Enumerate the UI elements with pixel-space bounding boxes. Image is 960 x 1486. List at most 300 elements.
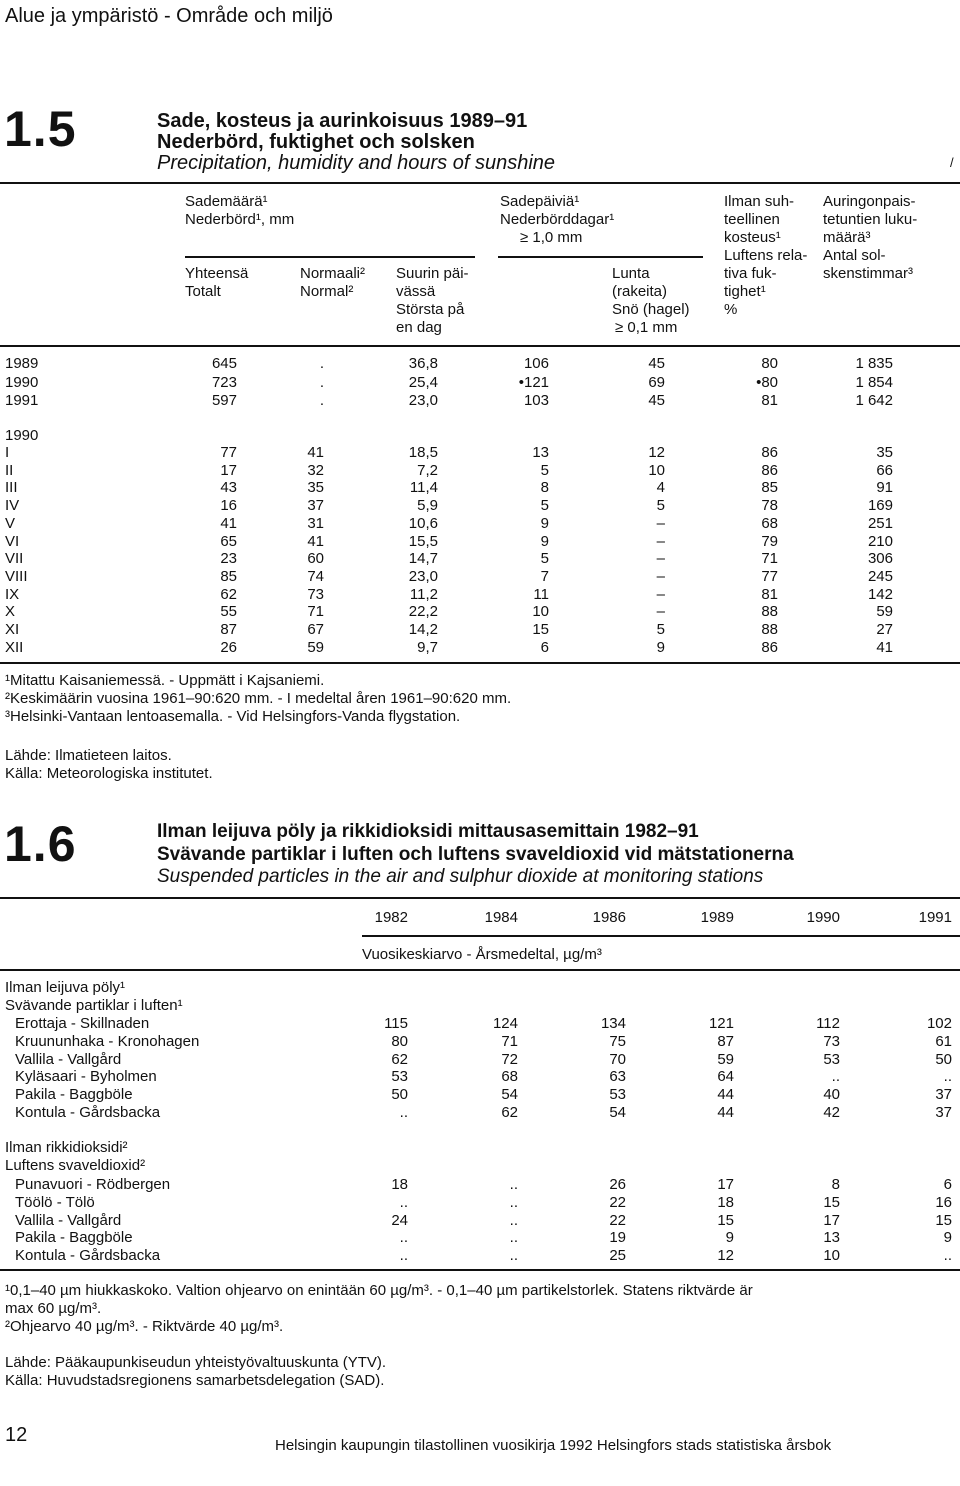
header-line: (rakeita) (612, 283, 668, 300)
table-cell: 41 (876, 638, 893, 656)
table-cell: 41 (307, 532, 324, 550)
table-cell: 61 (935, 1032, 952, 1050)
table-cell: 18 (717, 1193, 734, 1211)
table-cell: 27 (876, 621, 893, 638)
table-cell: 16 (220, 497, 237, 515)
row-label: V (5, 514, 16, 532)
table-cell: 15 (823, 1193, 840, 1211)
footnote: ³Helsinki-Vantaan lentoasemalla. - Vid Helsingfors-Vanda flygstation. (5, 708, 461, 725)
group-heading-row (0, 1157, 960, 1175)
table-cell: 44 (717, 1086, 734, 1104)
group-heading-row (0, 1139, 960, 1157)
header-line: tighet¹ (724, 283, 766, 300)
table-cell: 36,8 (408, 355, 438, 372)
table-row (0, 639, 960, 657)
row-label: 1989 (5, 355, 39, 372)
table-cell: 15 (935, 1211, 952, 1229)
table-cell: 35 (307, 479, 324, 497)
year-header-row (0, 909, 960, 927)
source (5, 1354, 386, 1390)
table-cell: 5 (540, 550, 549, 568)
station-name: Vallila - Vallgård (15, 1211, 122, 1229)
station-name: Pakila - Baggböle (15, 1086, 133, 1104)
table-cell: 9 (725, 1229, 734, 1247)
table-cell: 9 (540, 514, 549, 532)
unit-label: Vuosikeskiarvo - Årsmedeltal, µg/m³ (362, 946, 602, 963)
table-cell: 106 (523, 355, 549, 372)
table-cell: 75 (609, 1032, 626, 1050)
table-cell: 44 (717, 1104, 734, 1121)
table-cell: . (319, 355, 324, 372)
table-cell: 10 (823, 1247, 840, 1265)
table-cell: .. (509, 1193, 518, 1211)
header-line: Luftens rela- (724, 247, 808, 264)
header-humidity (724, 193, 807, 319)
header-line: teellinen (724, 211, 780, 228)
station-name: Kontula - Gårdsbacka (15, 1247, 161, 1265)
table-cell: 42 (823, 1104, 840, 1121)
table-cell: 37 (935, 1086, 952, 1104)
table-cell: 40 (823, 1086, 840, 1104)
table-cell: 31 (307, 514, 324, 532)
table-cell: .. (509, 1211, 518, 1229)
section-number: 1.6 (4, 816, 77, 872)
table-cell: 5 (656, 497, 665, 515)
header-line: % (724, 301, 738, 318)
header-snow (612, 265, 690, 337)
header-line: tiva fuk- (724, 265, 777, 282)
table-row (0, 497, 960, 515)
table-cell: 1 642 (855, 392, 893, 409)
row-label: III (5, 479, 18, 497)
table-cell: 134 (600, 1015, 626, 1032)
source-fi: Lähde: Ilmatieteen laitos. (5, 747, 172, 764)
table-cell: 10,6 (408, 514, 438, 532)
table-row (0, 586, 960, 604)
table-cell: 12 (648, 444, 665, 461)
header-normal (300, 265, 365, 301)
table-row (0, 1068, 960, 1086)
table-cell: 41 (307, 444, 324, 461)
station-name: Töölö - Tölö (15, 1193, 95, 1211)
table-cell: 22 (609, 1193, 626, 1211)
header-line: ≥ 0,1 mm (615, 319, 678, 336)
table-cell: 5 (540, 461, 549, 479)
table-cell: 43 (220, 479, 237, 497)
table-cell: 14,2 (408, 621, 438, 638)
table-cell: 23,0 (408, 567, 438, 585)
table-cell: 59 (307, 638, 324, 656)
table-cell: .. (509, 1247, 518, 1265)
table-cell: 32 (307, 461, 324, 479)
table-cell: 88 (761, 621, 778, 638)
table-cell: 78 (761, 497, 778, 515)
table-cell: .. (399, 1247, 408, 1265)
table-cell: 25 (609, 1247, 626, 1265)
table-cell: 55 (220, 603, 237, 621)
table-row (0, 568, 960, 586)
table-cell: – (656, 532, 665, 550)
group-heading-fi: Ilman leijuva pöly¹ (5, 979, 126, 996)
footnote: ¹0,1–40 µm hiukkaskoko. Valtion ohjearvo on enintään 60 µg/m³. - 0,1–40 µm partikelstorlek. Statens riktvärde är (5, 1282, 753, 1299)
table-cell: 169 (867, 497, 893, 515)
table-cell: .. (399, 1193, 408, 1211)
table-cell: 14,7 (408, 550, 438, 568)
header-line: Antal sol- (823, 247, 886, 264)
table-cell: 5,9 (417, 497, 438, 515)
table-cell: 103 (523, 392, 549, 409)
table-top-rule (0, 897, 960, 899)
table-cell: •121 (518, 374, 549, 391)
year-header: 1989 (700, 909, 734, 926)
table-cell: 102 (926, 1015, 952, 1032)
table-cell: 71 (501, 1032, 518, 1050)
table-cell: 41 (220, 514, 237, 532)
table-cell: – (656, 567, 665, 585)
table-cell: 5 (540, 497, 549, 515)
table-cell: 80 (391, 1032, 408, 1050)
header-line: skenstimmar³ (823, 265, 914, 282)
table-cell: 723 (211, 374, 237, 391)
table-cell: 67 (307, 621, 324, 638)
table-cell: 88 (761, 603, 778, 621)
header-line: Suurin päi- (396, 265, 469, 282)
section-title-fi: Ilman leijuva pöly ja rikkidioksidi mittausasemittain 1982–91 (157, 821, 699, 842)
table-cell: 37 (307, 497, 324, 515)
table-row (0, 1176, 960, 1194)
row-label: 1990 (5, 374, 39, 391)
table-cell: 80 (761, 355, 778, 372)
table-cell: 15,5 (408, 532, 438, 550)
table-cell: 6 (943, 1176, 952, 1193)
table-cell: 7,2 (417, 461, 438, 479)
table-cell: 11,4 (409, 479, 438, 497)
table-cell: 60 (307, 550, 324, 568)
table-cell: – (656, 585, 665, 603)
header-line: Lunta (612, 265, 650, 282)
year-header: 1991 (918, 909, 952, 926)
table-row (0, 533, 960, 551)
table-cell: 59 (876, 603, 893, 621)
table-row (0, 444, 960, 462)
table-cell: .. (509, 1176, 518, 1193)
table-cell: 22 (609, 1211, 626, 1229)
table-cell: 9 (656, 638, 665, 656)
station-name: Erottaja - Skillnaden (15, 1015, 150, 1032)
table-cell: 18,5 (408, 444, 438, 461)
row-label: 1991 (5, 392, 39, 409)
margin-mark: / (950, 155, 954, 170)
table-cell: 17 (717, 1176, 734, 1193)
group-heading-row (0, 997, 960, 1015)
table-cell: 8 (831, 1176, 840, 1193)
station-name: Vallila - Vallgård (15, 1050, 122, 1068)
year-header: 1986 (592, 909, 626, 926)
table-row (0, 355, 960, 373)
header-line: Ilman suh- (724, 193, 795, 210)
footnotes (5, 1282, 753, 1336)
table-row (0, 462, 960, 480)
table-row (0, 374, 960, 392)
table-cell: 53 (391, 1068, 408, 1086)
table-cell: 1 835 (855, 355, 893, 372)
header-line: Nederbörddagar¹ (500, 211, 615, 228)
table-cell: 69 (648, 374, 665, 391)
table-row (0, 1086, 960, 1104)
section-title-en: Precipitation, humidity and hours of sunshine (157, 152, 556, 174)
table-cell: 7 (540, 567, 549, 585)
header-line: Sadepäiviä¹ (500, 193, 580, 210)
group-heading-row (0, 979, 960, 997)
table-cell: 73 (823, 1032, 840, 1050)
header-line: Sademäärä¹ (185, 193, 268, 210)
table-cell: 17 (220, 461, 237, 479)
page-number: 12 (5, 1424, 28, 1446)
page-header: Alue ja ympäristö - Område och miljö (5, 5, 333, 27)
table-cell: 62 (501, 1104, 518, 1121)
table-cell: – (656, 603, 665, 621)
table-cell: 9,7 (417, 638, 438, 656)
table-bottom-rule (0, 1269, 960, 1271)
header-line: tetuntien luku- (823, 211, 918, 228)
table-cell: 597 (211, 392, 237, 409)
table-row (0, 1104, 960, 1122)
station-name: Pakila - Baggböle (15, 1229, 133, 1247)
table-row (0, 1194, 960, 1212)
table-cell: 26 (609, 1176, 626, 1193)
row-label: VI (5, 532, 20, 550)
year-header: 1982 (374, 909, 408, 926)
source-fi: Lähde: Pääkaupunkiseudun yhteistyövaltuuskunta (YTV). (5, 1354, 387, 1371)
year-header: 1990 (806, 909, 840, 926)
table-cell: 35 (876, 444, 893, 461)
table-cell: 142 (867, 585, 893, 603)
table-cell: 54 (501, 1086, 518, 1104)
table-cell: 86 (761, 461, 778, 479)
table-cell: 645 (211, 355, 237, 372)
table-cell: 68 (761, 514, 778, 532)
table-cell: 70 (609, 1050, 626, 1068)
station-name: Punavuori - Rödbergen (15, 1176, 171, 1193)
table-row (0, 1033, 960, 1051)
table-cell: 1 854 (855, 374, 893, 391)
table-cell: – (656, 550, 665, 568)
row-label: XI (5, 621, 20, 638)
table-cell: 85 (761, 479, 778, 497)
header-line: Yhteensä (185, 265, 249, 282)
table-cell: 210 (867, 532, 893, 550)
table-cell: 85 (220, 567, 237, 585)
header-precip-days (500, 193, 614, 247)
header-line: määrä³ (823, 229, 871, 246)
section-title-sv: Svävande partiklar i luften och luftens svaveldioxid vid mätstationerna (157, 844, 794, 865)
row-label: IV (5, 497, 20, 515)
table-cell: 54 (609, 1104, 626, 1121)
table-row (0, 621, 960, 639)
table-cell: 18 (391, 1176, 408, 1193)
table-row (0, 479, 960, 497)
footnote: ¹Mitattu Kaisaniemessä. - Uppmätt i Kajsaniemi. (5, 672, 325, 689)
header-group-rule (185, 256, 475, 258)
table-cell: 251 (867, 514, 893, 532)
table-cell: 79 (761, 532, 778, 550)
table-cell: 81 (761, 392, 778, 409)
group-heading-fi: Ilman rikkidioksidi² (5, 1139, 128, 1156)
source-sv: Källa: Meteorologiska institutet. (5, 765, 213, 782)
table-cell: 306 (867, 550, 893, 568)
table-cell: 23,0 (408, 392, 438, 409)
table-cell: 59 (717, 1050, 734, 1068)
header-precipitation (185, 193, 294, 229)
table-cell: 50 (935, 1050, 952, 1068)
header-bottom-rule (0, 969, 960, 971)
table-cell: 5 (656, 621, 665, 638)
row-label: II (5, 461, 14, 479)
table-cell: 115 (384, 1015, 408, 1032)
table-cell: 53 (823, 1050, 840, 1068)
table-cell: .. (831, 1068, 840, 1086)
year-header: 1984 (484, 909, 518, 926)
table-row (0, 515, 960, 533)
table-row (0, 1015, 960, 1033)
group-heading-sv: Svävande partiklar i luften¹ (5, 996, 183, 1014)
header-line: Normal² (300, 283, 354, 300)
table-cell: . (319, 392, 324, 409)
table-cell: 68 (501, 1068, 518, 1086)
table-row (0, 1229, 960, 1247)
section-title-fi: Sade, kosteus ja aurinkoisuus 1989–91 (157, 110, 528, 132)
row-label: XII (5, 638, 24, 656)
table-cell: 23 (220, 550, 237, 568)
table-cell: 86 (761, 638, 778, 656)
header-bottom-rule (0, 345, 960, 347)
table-cell: 77 (761, 567, 778, 585)
table-bottom-rule (0, 662, 960, 664)
table-cell: 112 (816, 1015, 840, 1032)
footer-text: Helsingin kaupungin tilastollinen vuosikirja 1992 Helsingfors stads statistiska årsbok (275, 1437, 832, 1454)
row-label: IX (5, 585, 20, 603)
header-group-rule (498, 256, 703, 258)
station-name: Kyläsaari - Byholmen (15, 1068, 157, 1086)
row-label: VII (5, 550, 24, 568)
section-title-sv: Nederbörd, fuktighet och solsken (157, 131, 475, 153)
table-cell: 10 (532, 603, 549, 621)
table-cell: 73 (307, 585, 324, 603)
table-cell: 77 (220, 444, 237, 461)
table-cell: 245 (867, 567, 893, 585)
header-total (185, 265, 248, 301)
table-cell: 45 (648, 355, 665, 372)
header-sunshine (823, 193, 917, 283)
table-cell: 9 (943, 1229, 952, 1247)
table-cell: 22,2 (408, 603, 438, 621)
table-cell: 12 (717, 1247, 734, 1265)
table-cell: .. (399, 1229, 408, 1247)
table-cell: 50 (391, 1086, 408, 1104)
table-cell: 71 (761, 550, 778, 568)
table-cell: 72 (501, 1050, 518, 1068)
table-cell: 87 (717, 1032, 734, 1050)
header-line: kosteus¹ (724, 229, 781, 246)
table-cell: 24 (391, 1211, 408, 1229)
header-line: en dag (396, 319, 442, 336)
header-line: Största på (396, 301, 465, 318)
table-cell: 13 (532, 444, 549, 461)
row-label: X (5, 603, 16, 621)
header-line: Totalt (185, 283, 221, 300)
table-cell: 45 (648, 392, 665, 409)
footnote: max 60 µg/m³. (5, 1300, 102, 1317)
table-cell: 4 (656, 479, 665, 497)
table-row (0, 1247, 960, 1265)
table-cell: 11,2 (409, 585, 438, 603)
footnotes (5, 672, 511, 726)
table-cell: 37 (935, 1104, 952, 1121)
row-label: I (5, 444, 10, 461)
table-cell: 16 (935, 1193, 952, 1211)
table-cell: 71 (307, 603, 324, 621)
footnote: ²Keskimäärin vuosina 1961–90:620 mm. - I medeltal åren 1961–90:620 mm. (5, 690, 512, 707)
table-cell: 9 (540, 532, 549, 550)
month-section-heading: 1990 (5, 427, 39, 444)
table-cell: 26 (220, 638, 237, 656)
table-cell: •80 (756, 374, 778, 391)
table-cell: 13 (823, 1229, 840, 1247)
year-header-rule (362, 935, 960, 937)
table-top-rule (0, 182, 960, 184)
header-line: vässä (396, 283, 436, 300)
table-cell: 53 (609, 1086, 626, 1104)
row-label: VIII (5, 567, 28, 585)
table-cell: 86 (761, 444, 778, 461)
table-cell: 65 (220, 532, 237, 550)
header-line: Snö (hagel) (612, 301, 690, 318)
table-cell: 10 (648, 461, 665, 479)
table-cell: 63 (609, 1068, 626, 1086)
header-line: Auringonpais- (823, 193, 916, 210)
table-row (0, 550, 960, 568)
header-line: Normaali² (300, 265, 366, 282)
table-cell: 15 (532, 621, 549, 638)
section-number: 1.5 (4, 101, 77, 157)
header-max-day (396, 265, 469, 337)
source (5, 747, 213, 783)
header-line: ≥ 1,0 mm (520, 229, 583, 246)
table-cell: 25,4 (408, 374, 438, 391)
table-cell: 15 (717, 1211, 734, 1229)
table-cell: .. (943, 1247, 952, 1265)
table-cell: .. (509, 1229, 518, 1247)
table-cell: .. (399, 1104, 408, 1121)
group-heading-sv: Luftens svaveldioxid² (5, 1156, 146, 1174)
table-cell: 6 (540, 638, 549, 656)
table-cell: 66 (876, 461, 893, 479)
table-cell: 8 (540, 479, 549, 497)
table-row (0, 1051, 960, 1069)
table-cell: 11 (533, 585, 549, 603)
table-cell: .. (943, 1068, 952, 1086)
header-line: Nederbörd¹, mm (185, 211, 295, 228)
table-cell: 62 (391, 1050, 408, 1068)
table-cell: 81 (761, 585, 778, 603)
table-cell: 91 (876, 479, 893, 497)
table-row (0, 392, 960, 410)
table-cell: 19 (609, 1229, 626, 1247)
table-row (0, 1212, 960, 1230)
table-row (0, 603, 960, 621)
table-cell: 121 (708, 1015, 734, 1032)
station-name: Kruununhaka - Kronohagen (15, 1032, 200, 1050)
